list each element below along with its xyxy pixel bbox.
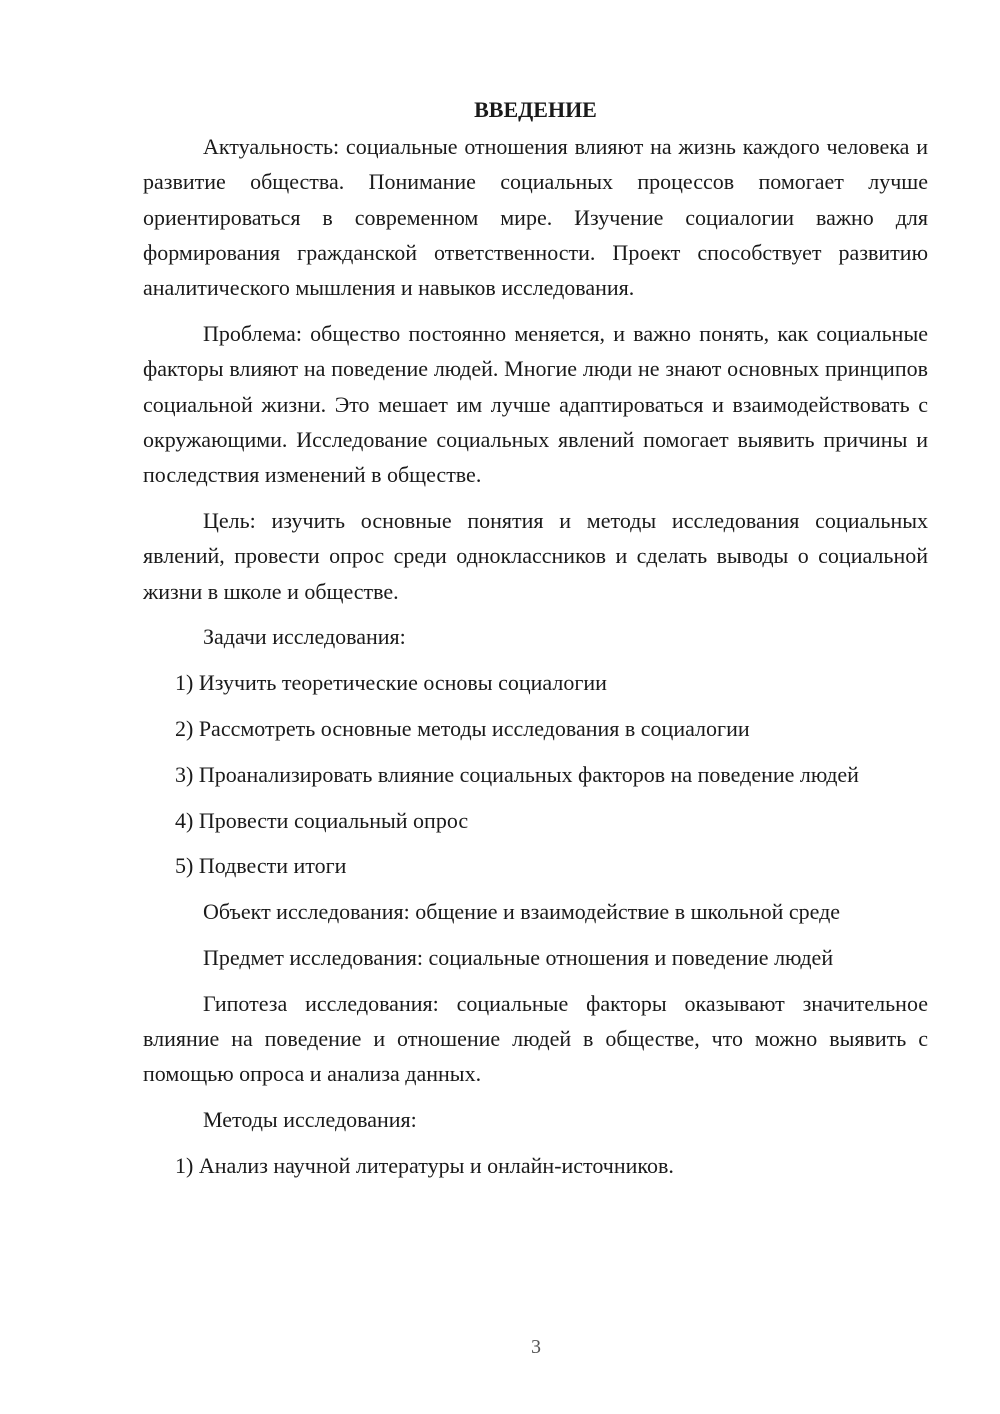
methods-title: Методы исследования:	[203, 1107, 417, 1133]
task-item-2: 2) Рассмотреть основные методы исследования в социалогии	[175, 715, 750, 741]
paragraph-subject: Предмет исследования: социальные отношения и поведение людей	[203, 944, 834, 970]
tasks-title: Задачи исследования:	[203, 624, 406, 650]
document-page	[143, 92, 928, 1194]
paragraph-problem: Проблема: общество постоянно меняется, и важно понять, как социальные факторы влияют на поведение людей. Многие люди не знают основных принципов социальной жизни. Это мешает им лучше адаптироваться и взаимодействовать с окружающими. Исследование социальных явлений помогает выявить причины и последствия изменений в обществе.	[143, 320, 928, 488]
paragraph-hypothesis: Гипотеза исследования: социальные факторы оказывают значительное влияние на поведение и отношение людей в обществе, что можно выявить с помощью опроса и анализа данных.	[143, 990, 928, 1087]
task-item-5: 5) Подвести итоги	[175, 853, 347, 879]
task-item-3: 3) Проанализировать влияние социальных факторов на поведение людей	[175, 761, 859, 787]
section-heading: ВВЕДЕНИЕ	[474, 97, 597, 122]
page-number: 3	[531, 1336, 541, 1358]
task-item-4: 4) Провести социальный опрос	[175, 807, 469, 833]
method-item-1: 1) Анализ научной литературы и онлайн-источников.	[175, 1152, 674, 1178]
paragraph-goal: Цель: изучить основные понятия и методы исследования социальных явлений, провести опрос среди одноклассников и сделать выводы о социальной жизни в школе и обществе.	[143, 507, 928, 604]
paragraph-relevance: Актуальность: социальные отношения влияют на жизнь каждого человека и развитие общества. Понимание социальных процессов помогает лучше ориентироваться в современном мире. Изучение социалогии важно для формирования гражданской ответственности. Проект способствует развитию аналитического мышления и навыков исследования.	[143, 134, 928, 301]
task-item-1: 1) Изучить теоретические основы социалогии	[175, 670, 607, 696]
paragraph-object: Объект исследования: общение и взаимодействие в школьной среде	[203, 899, 841, 925]
